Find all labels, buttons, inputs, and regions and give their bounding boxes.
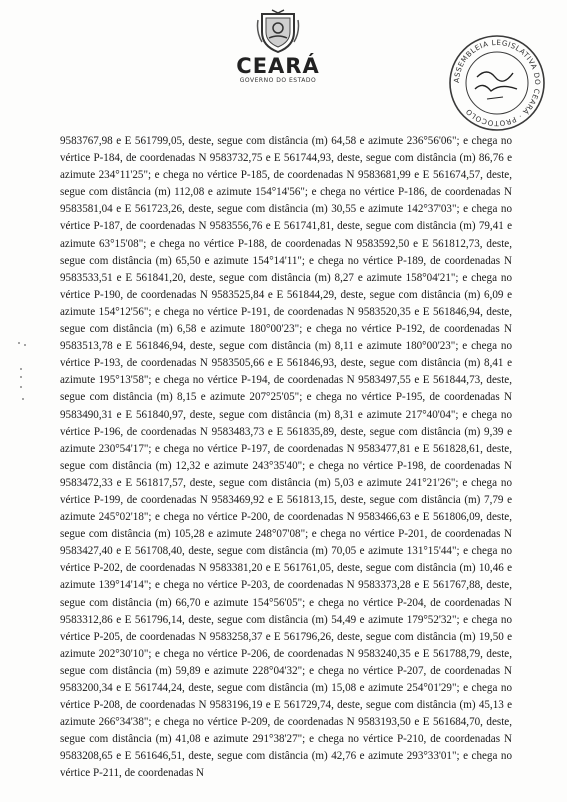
brand-name: CEARÁ (236, 54, 320, 78)
protocol-stamp (447, 33, 547, 133)
coat-of-arms-icon (256, 8, 300, 54)
document-body-text: 9583767,98 e E 561799,05, deste, segue com distância (m) 64,58 e azimute 236°56'06"; e chega no vértice P-184, de coordenadas N 9583732,75 e E 561744,93, deste, segue com distância (m) 86,76 e azimute 234°11'25"; e chega no vértice P-185, de coordenadas N 9583681,99 e E 561674,57, deste, segue com distância (m) 112,08 e azimute 154°14'56"; e chega no vértice P-186, de coordenadas N 9583581,04 e E 561723,26, deste, segue com distância (m) 30,55 e azimute 142°37'03"; e chega no vértice P-187, de coordenadas N 9583556,76 e E 561741,81, deste, segue com distância (m) 79,41 e azimute 63°15'08"; e chega no vértice P-188, de coordenadas N 9583592,50 e E 561812,73, deste, segue com distância (m) 65,50 e azimute 154°14'11"; e chega no vértice P-189, de coordenadas N 9583533,51 e E 561841,20, deste, segue com distância (m) 8,27 e azimute 158°04'21"; e chega no vértice P-190, de coordenadas N 9583525,84 e E 561844,29, deste, segue com distância (m) 6,09 e azimute 154°12'56"; e chega no vértice P-191, de coordenadas N 9583520,35 e E 561846,94, deste, segue com distância (m) 6,58 e azimute 180°00'23"; e chega no vértice P-192, de coordenadas N 9583513,78 e E 561846,94, deste, segue com distância (m) 8,11 e azimute 180°00'23"; e chega no vértice P-193, de coordenadas N 9583505,66 e E 561846,93, deste, segue com distância (m) 8,41 e azimute 195°13'58"; e chega no vértice P-194, de coordenadas N 9583497,55 e E 561844,73, deste, segue com distância (m) 8,15 e azimute 207°25'05"; e chega no vértice P-195, de coordenadas N 9583490,31 e E 561840,97, deste, segue com distância (m) 8,31 e azimute 217°40'04"; e chega no vértice P-196, de coordenadas N 9583483,73 e E 561835,89, deste, segue com distância (m) 9,39 e azimute 230°54'17"; e chega no vértice P-197, de coordenadas N 9583477,81 e E 561828,61, deste, segue com distância (m) 12,32 e azimute 243°35'40"; e chega no vértice P-198, de coordenadas N 9583472,33 e E 561817,57, deste, segue com distância (m) 5,03 e azimute 241°21'26"; e chega no vértice P-199, de coordenadas N 9583469,92 e E 561813,15, deste, segue com distância (m) 7,79 e azimute 245°02'18"; e chega no vértice P-200, de coordenadas N 9583466,63 e E 561806,09, deste, segue com distância (m) 105,28 e azimute 248°07'08"; e chega no vértice P-201, de coordenadas N 9583427,40 e E 561708,40, deste, segue com distância (m) 70,05 e azimute 131°15'44"; e chega no vértice P-202, de coordenadas N 9583381,20 e E 561761,05, deste, segue com distância (m) 10,46 e azimute 139°14'14"; e chega no vértice P-203, de coordenadas N 9583373,28 e E 561767,88, deste, segue com distância (m) 66,70 e azimute 154°56'05"; e chega no vértice P-204, de coordenadas N 9583312,86 e E 561796,14, deste, segue com distância (m) 54,49 e azimute 179°52'32"; e chega no vértice P-205, de coordenadas N 9583258,37 e E 561796,26, deste, segue com distância (m) 19,50 e azimute 202°30'10"; e chega no vértice P-206, de coordenadas N 9583240,35 e E 561788,79, deste, segue com distância (m) 59,89 e azimute 228°04'32"; e chega no vértice P-207, de coordenadas N 9583200,34 e E 561744,24, deste, segue com distância (m) 15,08 e azimute 254°01'29"; e chega no vértice P-208, de coordenadas N 9583196,19 e E 561729,74, deste, segue com distância (m) 45,13 e azimute 266°34'38"; e chega no vértice P-209, de coordenadas N 9583193,50 e E 561684,70, deste, segue com distância (m) 41,08 e azimute 291°38'27"; e chega no vértice P-210, de coordenadas N 9583208,65 e E 561646,51, deste, segue com distância (m) 42,76 e azimute 293°33'01"; e chega no vértice P-211, de coordenadas N (60, 135, 512, 780)
brand-subtitle: GOVERNO DO ESTADO (239, 77, 317, 84)
margin-marks (14, 342, 34, 402)
svg-text:ASSEMBLEIA LEGISLATIVA DO CEAR: ASSEMBLEIA LEGISLATIVA DO CEARÁ · PROTOCOLO (451, 37, 543, 129)
ceara-government-logo (236, 8, 320, 104)
